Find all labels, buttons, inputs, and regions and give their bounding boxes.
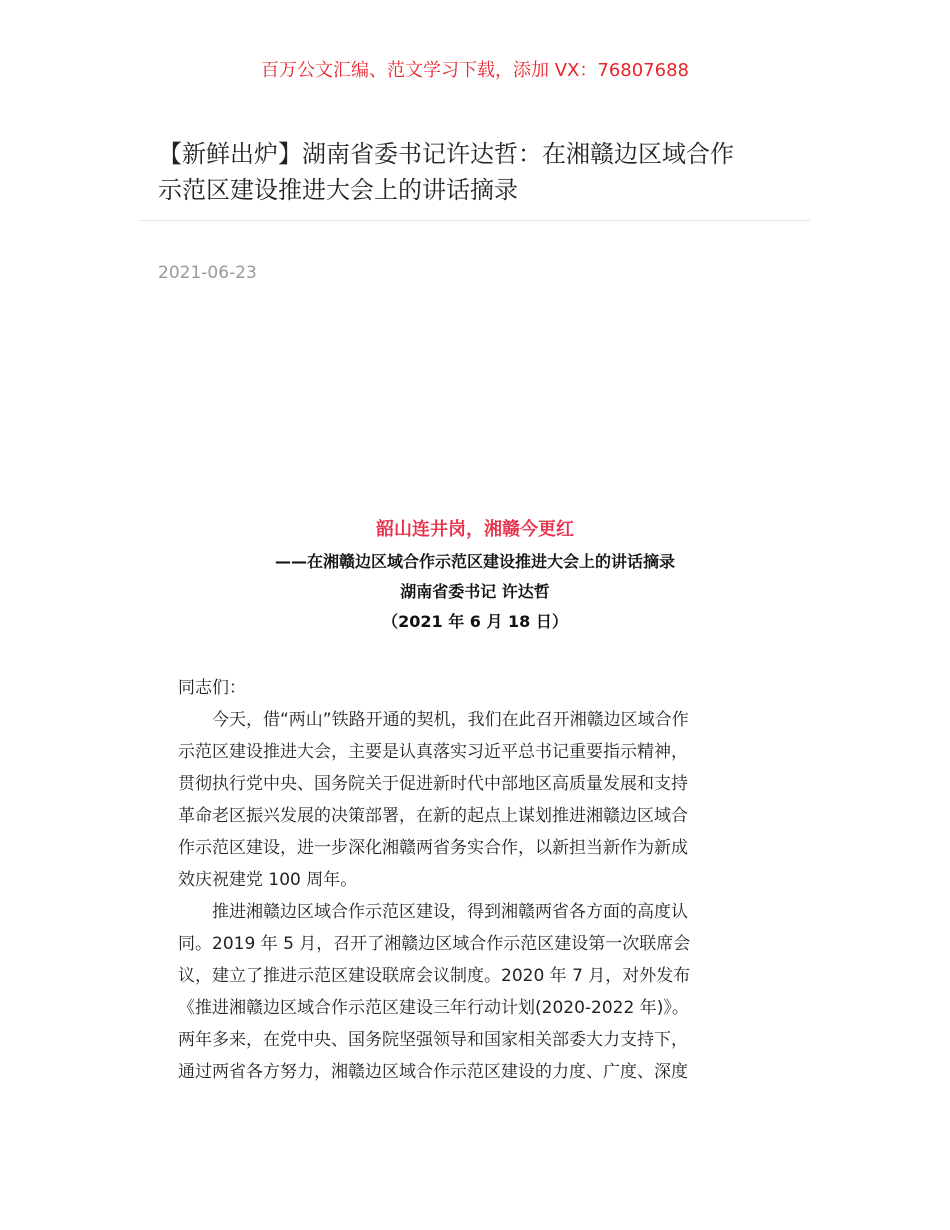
- body-line: 两年多来，在党中央、国务院坚强领导和国家相关部委大力支持下，: [178, 1030, 688, 1050]
- speech-heading: 韶山连井岗，湘赣今更红: [376, 519, 574, 540]
- body-line: 效庆祝建党 100 周年。: [178, 870, 358, 890]
- divider: [140, 220, 810, 221]
- publish-date: 2021-06-23: [158, 263, 257, 283]
- body-line: 通过两省各方努力，湘赣边区域合作示范区建设的力度、广度、深度: [178, 1062, 688, 1082]
- body-line: 《推进湘赣边区域合作示范区建设三年行动计划(2020-2022 年)》。: [178, 998, 689, 1018]
- body-line: 示范区建设推进大会，主要是认真落实习近平总书记重要指示精神，: [178, 742, 688, 762]
- article-body: [178, 676, 778, 1092]
- download-banner-link[interactable]: 百万公文汇编、范文学习下载，添加 VX：76807688: [261, 60, 689, 81]
- body-line: 贯彻执行党中央、国务院关于促进新时代中部地区高质量发展和支持: [178, 774, 688, 794]
- title-line: 【新鲜出炉】湖南省委书记许达哲：在湘赣边区域合作: [158, 140, 734, 168]
- speech-subheading: ——在湘赣边区域合作示范区建设推进大会上的讲话摘录: [274, 552, 675, 571]
- body-line: 同。2019 年 5 月，召开了湘赣边区域合作示范区建设第一次联席会: [178, 934, 691, 954]
- body-line: 推进湘赣边区域合作示范区建设，得到湘赣两省各方面的高度认: [212, 902, 688, 922]
- speech-date: （2021 年 6 月 18 日）: [382, 612, 568, 631]
- speaker: 湖南省委书记 许达哲: [400, 582, 550, 601]
- body-line: 革命老区振兴发展的决策部署，在新的起点上谋划推进湘赣边区域合: [178, 806, 688, 826]
- title-line: 示范区建设推进大会上的讲话摘录: [158, 176, 518, 204]
- body-line: 今天，借“两山”铁路开通的契机，我们在此召开湘赣边区域合作: [212, 710, 689, 730]
- article-title: [158, 136, 818, 208]
- body-line: 作示范区建设，进一步深化湘赣两省务实合作，以新担当新作为新成: [178, 838, 688, 858]
- salutation: 同志们：: [178, 678, 246, 698]
- body-line: 议，建立了推进示范区建设联席会议制度。2020 年 7 月，对外发布: [178, 966, 691, 986]
